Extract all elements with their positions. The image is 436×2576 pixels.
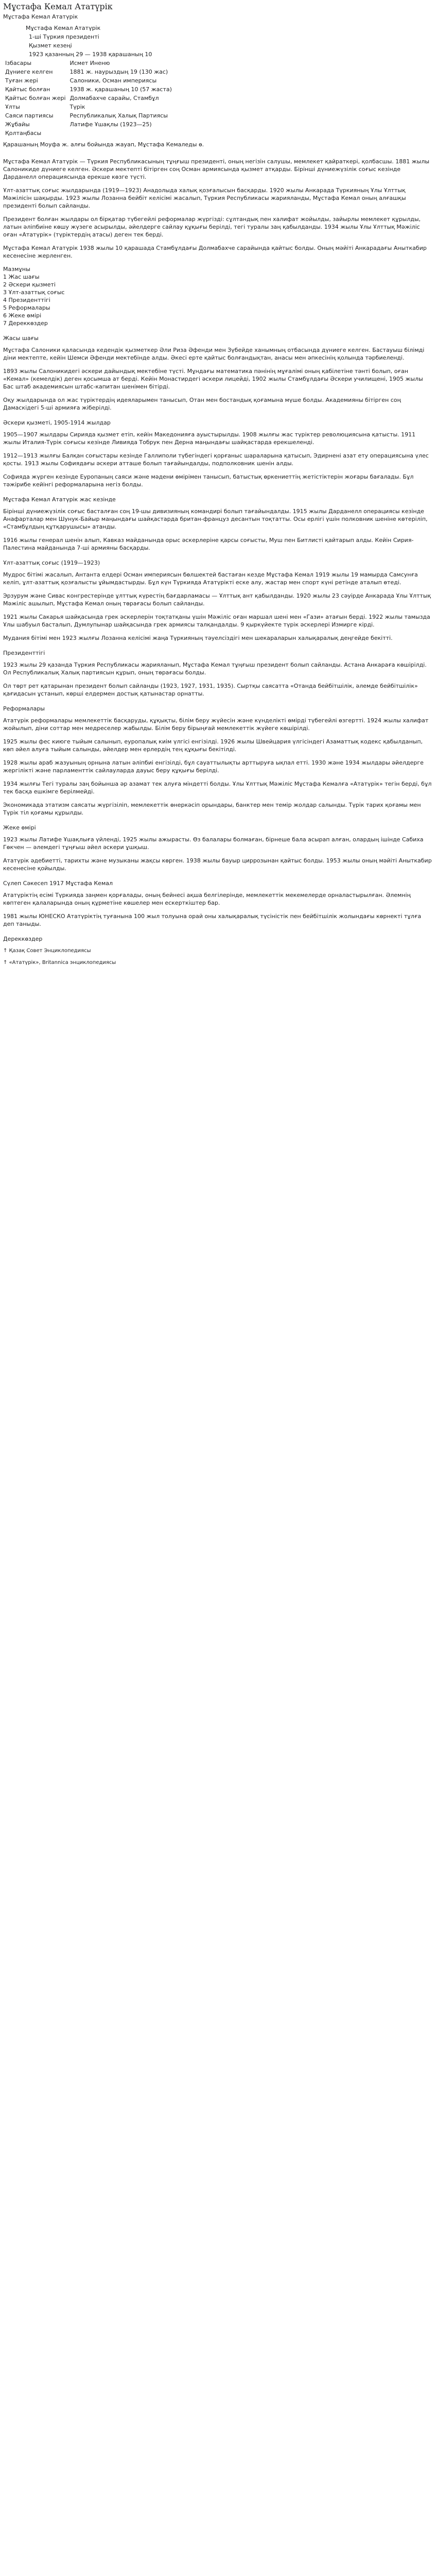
- infobox-row-label: Қолтаңбасы: [5, 130, 42, 137]
- lead-paragraph: Ұлт-азаттық соғыс жылдарында (1919—1923) Анадолыда халық қозғалысын басқарды. 1920 жылы Анкарада Түркияның Ұлы Ұлттық Мәжілісін шақырды. 1923 жылы Лозанна бейбіт келісімі жасалып, Түркия Республикасы жарияланды, Мұстафа Кемал оның алғашқы президенті болып сайланды.: [3, 187, 406, 209]
- infobox-row: [3, 94, 174, 103]
- section-paragraph: 1912—1913 жылғы Балқан соғыстары кезінде Галлиполи түбегіндегі қорғаныс шараларына қатысып, Эдирнені азат ету операциясына үлес қосты. 1913 жылы Софиядағы әскери атташе болып тағайындалды, подполковник шенін алды.: [3, 452, 429, 467]
- section-paragraph: 1923 жылы 29 қазанда Түркия Республикасы жарияланып, Мұстафа Кемал тұңғыш президент болып сайланды. Астана Анкараға көшірілді. Ол Республикалық Халық партиясын құрып, оның төрағасы болды.: [3, 662, 427, 676]
- infobox-row: [3, 129, 174, 138]
- section-paragraph: 1916 жылы генерал шенін алып, Кавказ майданында орыс әскерлеріне қарсы соғысты, Муш пен Битлисті қайтарып алды. Кейін Сирия-Палестина майданында 7-ші армияны басқарды.: [3, 537, 414, 551]
- section-heading: Реформалары: [3, 705, 45, 712]
- infobox: [3, 24, 174, 138]
- section-paragraph: 1923 жылы Латифе Ұшақлыға үйленді, 1925 жылы ажырасты. Өз балалары болмаған, бірнеше бала асырап алған, олардың ішінде Сабиха Гөкчен — әлемдегі тұңғыш әйел әскери ұшқыш.: [3, 836, 424, 851]
- toc-item[interactable]: 3 Ұлт-азаттық соғыс: [3, 289, 65, 296]
- section-paragraph: Эрзурум және Сивас конгрестерінде ұлттық күрестің бағдарламасы — Ұлттық ант қабылданды. 1920 жылы 23 сәуірде Анкарада Ұлы Ұлттық Мәжіліс ашылып, Мұстафа Кемал оның төрағасы болып сайланды.: [3, 592, 431, 607]
- section-heading: Сүлеп Сәкесеп 1917 Мұстафа Кемал: [3, 880, 113, 887]
- section-heading: Жасы шағы: [3, 335, 39, 342]
- section-paragraph: Ататүрік әдебиетті, тарихты және музыканы жақсы көрген. 1938 жылы бауыр циррозынан қайтыс болды. 1953 жылы оның мәйіті Аныткабир кесенесіне қойылды.: [3, 857, 432, 872]
- section-paragraph: 1925 жылы фес киюге тыйым салынып, еуропалық киім үлгісі енгізілді. 1926 жылы Швейцария үлгісіндегі Азаматтық кодекс қабылданып, көп әйел алуға тыйым салынды, әйелдер мен ерлердің тең құқығы бекітілді.: [3, 738, 423, 753]
- infobox-row-value: 1938 ж. қарашаның 10 (57 жаста): [69, 86, 172, 93]
- table-of-contents: [3, 265, 433, 327]
- section-paragraph: Ататүрік реформалары мемлекеттік басқаруды, құқықты, білім беру жүйесін және күнделікті өмірді түбегейлі өзгертті. 1924 жылы халифат жойылып, діни соттар мен медреселер жабылды. Білім беру бірыңғай мемлекеттік жүйеге көшірілді.: [3, 717, 429, 732]
- infobox-row: [3, 120, 174, 129]
- section-paragraph: Софияда жүрген кезінде Еуропаның саяси және мәдени өмірімен танысып, батыстық өркениеттің жетістіктерін жоғары бағалады. Бұл тәжірибе кейінгі реформаларына негіз болды.: [3, 473, 414, 488]
- infobox-successor[interactable]: Исмет Иненю: [69, 60, 110, 66]
- section-paragraph: 1893 жылы Салоникидегі әскери дайындық мектебіне түсті. Мұндағы математика пәнінің мұғалімі оның қабілетіне тәнті болып, оған «Кемал» (кемелдік) деген қосымша ат берді. Кейін Монастирдегі әскери лицейді, 1902 жылы Стамбұлдағы Әскери училищені, 1905 жылы Бас штаб академиясын штабс-капитан шенімен бітірді.: [3, 368, 423, 390]
- infobox-row-label: Дүниеге келген: [5, 69, 53, 75]
- toc-item[interactable]: 2 Әскери қызметі: [3, 281, 56, 288]
- sections: [3, 334, 433, 928]
- infobox-row: [3, 76, 174, 85]
- section-heading: Жеке өмірі: [3, 824, 36, 831]
- toc-item[interactable]: 1 Жас шағы: [3, 274, 40, 280]
- infobox-row-label: Қайтыс болған жері: [5, 95, 66, 101]
- infobox-row-value: Долмабахче сарайы, Стамбұл: [69, 95, 159, 101]
- reference-item[interactable]: ↑ Қазақ Совет Энциклопедиясы: [3, 948, 91, 954]
- references-heading: Дереккөздер: [3, 936, 43, 942]
- infobox-row: [3, 103, 174, 111]
- page-subtitle: Мұстафа Кемал Ататүрік: [3, 13, 78, 20]
- toc-items: [3, 273, 433, 327]
- section-paragraph: 1921 жылы Сакарья шайқасында грек әскерлерін тоқтатқаны үшін Мәжіліс оған маршал шені мен «Гази» атағын берді. 1922 жылы тамызда Ұлы шабуыл басталып, Думлупынар шайқасында грек армиясы талқандалды. 9 қыркүйекте түрік әскерлері Измирге кірді.: [3, 614, 430, 628]
- section-paragraph: 1981 жылы ЮНЕСКО Ататүріктің туғанына 100 жыл толуына орай оны халықаралық түсіністік пен бейбітшілік жолындағы көрнекті тұлға деп таныды.: [3, 913, 422, 927]
- section-paragraph: 1928 жылы араб жазуының орнына латын әліпбиі енгізілді, бұл сауаттылықты арттыруға ықпал етті. 1930 және 1934 жылдары әйелдерге жергілікті және парламенттік сайлауларда дауыс беру құқығы берілді.: [3, 759, 424, 774]
- section-heading: Президенттігі: [3, 650, 45, 656]
- toc-item[interactable]: 6 Жеке өмірі: [3, 312, 42, 319]
- section-paragraph: Ататүріктің есімі Түркияда заңмен қорғалады, оның бейнесі ақша белгілерінде, мемлекеттік мекемелерде орналастырылған. Әлемнің көптеген қалаларында оның құрметіне көшелер мен ескерткіштер бар.: [3, 892, 411, 906]
- infobox-row: [3, 111, 174, 120]
- section-heading: Мұстафа Кемал Ататүрік жас кезінде: [3, 496, 116, 503]
- infobox-row-label: Жұбайы: [5, 121, 30, 128]
- section-paragraph: Мұстафа Салоники қаласында кедендік қызметкер Әли Риза Әфенди мен Зүбейде ханымның отбасында дүниеге келген. Бастауыш білімді діни мектепте, кейін Шемси Әфенди мектебінде алды. Әкесі ерте қайтыс болғандықтан, анасы мен әпкесінің қолында тәрбиеленді.: [3, 347, 425, 361]
- page-title: Мұстафа Кемал Ататүрік: [3, 2, 113, 11]
- infobox-row-label: Саяси партиясы: [5, 112, 54, 119]
- section-paragraph: Экономикада этатизм саясаты жүргізіліп, мемлекеттік өнеркәсіп орындары, банктер мен темір жолдар салынды. Түрік тарих қоғамы мен Түрік тіл қоғамы құрылды.: [3, 802, 421, 816]
- section-paragraph: Ол төрт рет қатарынан президент болып сайланды (1923, 1927, 1931, 1935). Сыртқы саясатта «Отанда бейбітшілік, әлемде бейбітшілік» қағидасын ұстанып, көрші елдермен достық қатынастар орнатты.: [3, 683, 418, 697]
- infobox-row-value: Түрік: [69, 104, 85, 110]
- article: [0, 0, 436, 967]
- reference-item[interactable]: ↑ «Ататүрік», Britannica энциклопедиясы: [3, 960, 116, 965]
- section-paragraph: Оқу жылдарында ол жас түріктердің идеяларымен танысып, Отан мен бостандық қоғамына мүше болды. Академияны бітірген соң Дамаскідегі 5-ші армияға жіберілді.: [3, 397, 401, 411]
- infobox-row: [3, 67, 174, 76]
- toc-item[interactable]: 7 Дереккөздер: [3, 320, 48, 327]
- infobox-row-value: 1881 ж. наурыздың 19 (130 жас): [69, 69, 168, 75]
- infobox-row-label: Туған жері: [5, 77, 38, 84]
- lead-paragraph: Мұстафа Кемал Ататүрік 1938 жылы 10 қарашада Стамбұлдағы Долмабахче сарайында қайтыс болды. Оның мәйіті Анкарадағы Аныткабир кесенесіне жерленген.: [3, 245, 427, 259]
- section-heading: Ұлт-азаттық соғыс (1919—1923): [3, 560, 100, 566]
- infobox-row-value: Республикалық Халық Партиясы: [69, 112, 168, 119]
- toc-item[interactable]: 5 Реформалары: [3, 304, 50, 311]
- infobox-row-value: [68, 129, 174, 138]
- infobox-successor-label: Ізбасары: [5, 60, 32, 66]
- section-paragraph: Мудрос бітімі жасалып, Антанта елдері Осман империясын бөлшектей бастаған кезде Мұстафа Кемал 1919 жылы 19 мамырда Самсунға келіп, ұлт-азаттық қозғалысты ұйымдастырды. Бұл күн Түркияда Ататүрікті еске алу, жастар мен спорт күні ретінде аталып өтеді.: [3, 571, 418, 586]
- lead-paragraph: Президент болған жылдары ол бірқатар түбегейлі реформалар жүргізді: сұлтандық пен халифат жойылды, зайырлы мемлекет құрылды, латын әліпбиіне көшу жүзеге асырылды, әйелдерге сайлау құқығы берілді, тегі туралы заң қабылданды. 1934 жылы Ұлы Ұлттық Мәжіліс оған «Ататүрік» (түріктердің атасы) деген тек берді.: [3, 216, 421, 238]
- section-paragraph: Бірінші дүниежүзілік соғыс басталған соң 19-шы дивизияның командирі болып тағайындалды. 1915 жылы Дарданелл операциясы кезінде Анафарталар мен Шунук-Байыр маңындағы шайқастарда британ-француз десантын тоқтатты. Осы ерлігі үшін полковник шеніне көтеріліп, «Стамбұлдың құтқарушысы» атанды.: [3, 508, 428, 530]
- section-heading: Әскери қызметі, 1905-1914 жылдар: [3, 419, 111, 426]
- infobox-row-label: Ұлты: [5, 104, 20, 110]
- lead-paragraph: Қарашаның Моуфа ж. алғы бойында жауап, Мұстафа Кемаледы ө.: [3, 141, 204, 148]
- infobox-row-value: Салоники, Осман империясы: [69, 77, 157, 84]
- infobox-office: 1-ші Түркия президенті: [29, 33, 99, 40]
- infobox-row-label: Қайтыс болған: [5, 86, 50, 93]
- references-list: [3, 947, 433, 967]
- toc-item[interactable]: 4 Президенттігі: [3, 297, 50, 303]
- infobox-name: Мұстафа Кемал Ататүрік: [26, 25, 101, 31]
- infobox-term-label: Қызмет кезеңі: [29, 42, 72, 49]
- lead-paragraphs: [3, 141, 433, 260]
- lead-paragraph: Мұстафа Кемал Ататүрік — Түркия Республикасының тұңғыш президенті, оның негізін салушы, мемлекет қайраткері, қолбасшы. 1881 жылы Салоникиде дүниеге келген. Әскери мектепті бітірген соң Осман армиясында қызмет атқарды. Бірінші дүниежүзілік соғыс кезінде Дарданелл операциясында ерекше көзге түсті.: [3, 158, 430, 180]
- section-paragraph: Мудания бітімі мен 1923 жылғы Лозанна келісімі жаңа Түркияның тәуелсіздігі мен шекараларын халықаралық деңгейде бекітті.: [3, 635, 393, 641]
- toc-title: Мазмұны: [3, 266, 30, 273]
- infobox-row-value: Латифе Ұшақлы (1923—25): [69, 121, 152, 128]
- infobox-row: [3, 85, 174, 94]
- infobox-term: 1923 қазанның 29 — 1938 қарашаның 10: [29, 51, 152, 58]
- infobox-rows: [3, 67, 174, 138]
- section-paragraph: 1905—1907 жылдары Сирияда қызмет етіп, кейін Македонияға ауыстырылды. 1908 жылғы жас түріктер революциясына қатысты. 1911 жылы Италия-Түрік соғысы кезінде Ливияда Тобрук пен Дерна маңындағы шайқастарда ерекшеленді.: [3, 431, 416, 446]
- section-paragraph: 1934 жылғы Тегі туралы заң бойынша әр азамат тек алуға міндетті болды. Ұлы Ұлттық Мәжіліс Мұстафа Кемалға «Ататүрік» тегін берді, бұл тек басқа ешкімге берілмейді.: [3, 781, 432, 795]
